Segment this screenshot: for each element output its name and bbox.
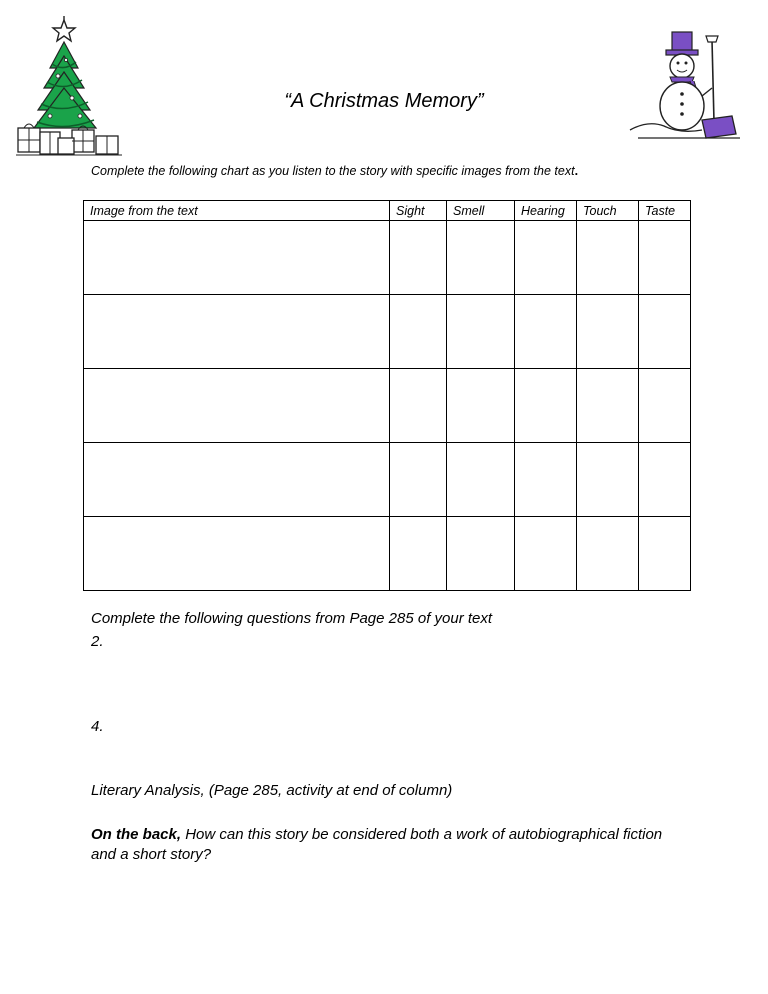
cell-touch[interactable]: [577, 517, 639, 591]
cell-image[interactable]: [84, 517, 390, 591]
cell-taste[interactable]: [639, 369, 691, 443]
cell-hearing[interactable]: [515, 443, 577, 517]
back-prompt-lead: On the back,: [91, 826, 182, 843]
chart-row: [84, 517, 691, 591]
chart-row: [84, 295, 691, 369]
cell-sight[interactable]: [390, 443, 447, 517]
cell-smell[interactable]: [447, 517, 515, 591]
col-header-taste: Taste: [639, 201, 691, 221]
cell-smell[interactable]: [447, 221, 515, 295]
col-header-smell: Smell: [447, 201, 515, 221]
cell-sight[interactable]: [390, 221, 447, 295]
col-header-sight: Sight: [390, 201, 447, 221]
chart-row: [84, 369, 691, 443]
cell-smell[interactable]: [447, 295, 515, 369]
back-prompt-text: How can this story be considered both a work of autobiographical fiction and a short story?: [91, 826, 663, 863]
cell-hearing[interactable]: [515, 517, 577, 591]
cell-touch[interactable]: [577, 295, 639, 369]
cell-hearing[interactable]: [515, 221, 577, 295]
literary-analysis-prompt: Literary Analysis, (Page 285, activity at end of column): [91, 782, 453, 799]
cell-hearing[interactable]: [515, 369, 577, 443]
cell-taste[interactable]: [639, 443, 691, 517]
question-2-number: 2.: [91, 633, 104, 650]
cell-image[interactable]: [84, 369, 390, 443]
cell-taste[interactable]: [639, 295, 691, 369]
question-4-number: 4.: [91, 718, 104, 735]
cell-hearing[interactable]: [515, 295, 577, 369]
col-header-hearing: Hearing: [515, 201, 577, 221]
chart-instructions: [91, 164, 578, 178]
cell-taste[interactable]: [639, 221, 691, 295]
page-title: “A Christmas Memory”: [284, 90, 484, 112]
cell-smell[interactable]: [447, 369, 515, 443]
cell-touch[interactable]: [577, 443, 639, 517]
cell-image[interactable]: [84, 443, 390, 517]
questions-heading: Complete the following questions from Page 285 of your text: [91, 610, 493, 627]
back-prompt: [91, 825, 681, 865]
snowman-image: [628, 26, 748, 142]
cell-taste[interactable]: [639, 517, 691, 591]
senses-chart: [83, 200, 691, 591]
col-header-touch: Touch: [577, 201, 639, 221]
cell-sight[interactable]: [390, 295, 447, 369]
chart-row: [84, 443, 691, 517]
cell-touch[interactable]: [577, 369, 639, 443]
chart-body: [84, 221, 691, 591]
chart-header-row: [84, 201, 691, 221]
cell-image[interactable]: [84, 295, 390, 369]
cell-image[interactable]: [84, 221, 390, 295]
cell-sight[interactable]: [390, 517, 447, 591]
cell-smell[interactable]: [447, 443, 515, 517]
cell-touch[interactable]: [577, 221, 639, 295]
christmas-tree-image: [14, 16, 126, 158]
chart-row: [84, 221, 691, 295]
chart-instructions-text: Complete the following chart as you listen to the story with specific images from the text: [91, 164, 575, 178]
chart-instructions-end: .: [574, 164, 579, 178]
cell-sight[interactable]: [390, 369, 447, 443]
col-header-image: Image from the text: [84, 201, 390, 221]
